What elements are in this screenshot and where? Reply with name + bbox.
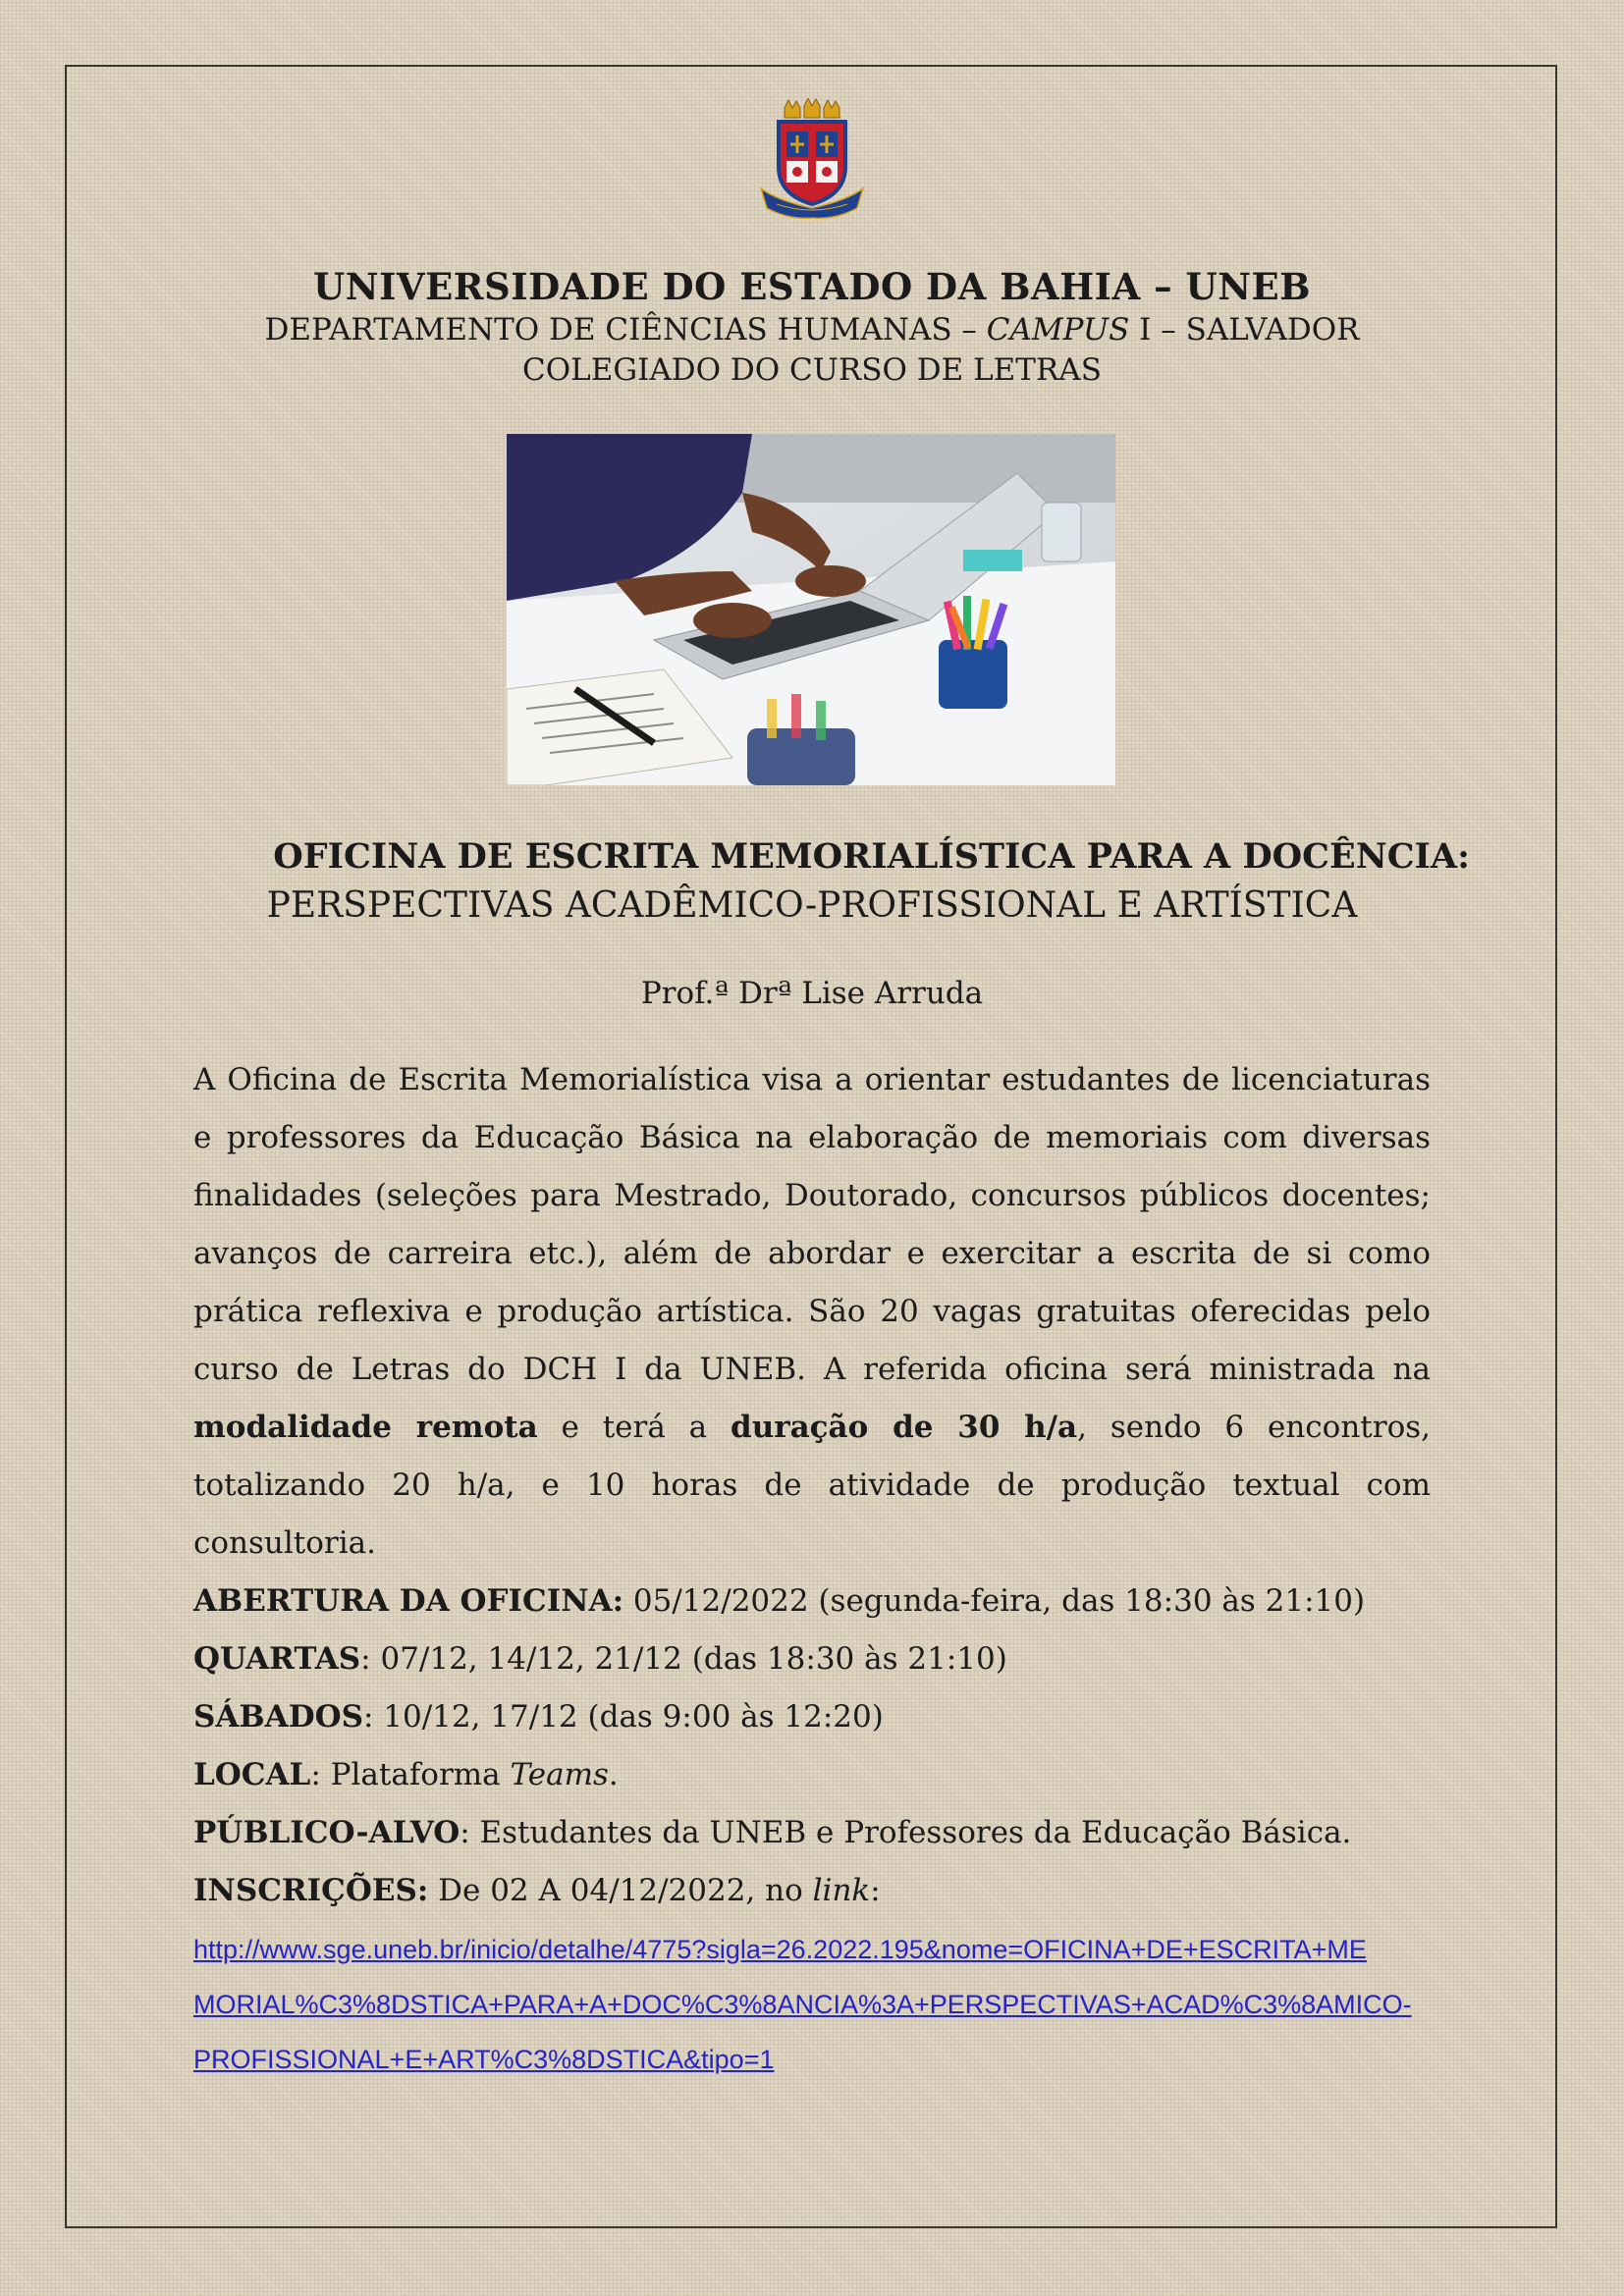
workshop-subtitle: PERSPECTIVAS ACADÊMICO-PROFISSIONAL E ARTÍSTICA [266,885,1358,926]
registration-link-line-1[interactable]: http://www.sge.uneb.br/inicio/detalhe/4775?sigla=26.2022.195&nome=OFICINA+DE+ESCRITA+ME [193,1935,1367,1964]
info-list [193,1573,1431,1920]
registration-link-line-3[interactable]: PROFISSIONAL+E+ART%C3%8DSTICA&tipo=1 [193,2045,775,2074]
info-abertura: ABERTURA DA OFICINA: 05/12/2022 (segunda-feira, das 18:30 às 21:10) [193,1583,1366,1619]
registration-link-line-2[interactable]: MORIAL%C3%8DSTICA+PARA+A+DOC%C3%8ANCIA%3A+PERSPECTIVAS+ACAD%C3%8AMICO- [193,1990,1412,2019]
info-sabados: SÁBADOS: 10/12, 17/12 (das 9:00 às 12:20) [193,1699,884,1735]
workshop-title: OFICINA DE ESCRITA MEMORIALÍSTICA PARA A DOCÊNCIA: [273,836,1470,877]
university-name: UNIVERSIDADE DO ESTADO DA BAHIA – UNEB [312,265,1312,308]
department-line: DEPARTAMENTO DE CIÊNCIAS HUMANAS – CAMPUS I – SALVADOR [264,312,1360,347]
registration-link[interactable] [193,1922,1431,2087]
info-quartas: QUARTAS: 07/12, 14/12, 21/12 (das 18:30 às 21:10) [193,1641,1007,1677]
laptop-typing-photo [507,434,1115,785]
collegiate-line: COLEGIADO DO CURSO DE LETRAS [522,352,1102,388]
info-publico-alvo: PÚBLICO-ALVO: Estudantes da UNEB e Professores da Educação Básica. [193,1815,1352,1850]
info-local: LOCAL: Plataforma Teams. [193,1757,619,1792]
content-body [193,1051,1431,2087]
professor-name: Prof.ª Drª Lise Arruda [640,976,984,1011]
description-paragraph: A Oficina de Escrita Memorialística visa a orientar estudantes de licenciaturas e professores da Educação Básica na elaboração de memoriais com diversas finalidades (seleções para Mestrado, Doutorado, concursos públicos docentes; avanços de carreira etc.), além de abordar e exercitar a escrita de si como prática reflexiva e produção artística. São 20 vagas gratuitas oferecidas pelo curso de Letras do DCH I da UNEB. A referida oficina será ministrada na modalidade remota e terá a duração de 30 h/a, sendo 6 encontros, totalizando 20 h/a, e 10 horas de atividade de produção textual com consultoria. [193,1062,1431,1561]
university-crest-logo [757,98,867,222]
info-inscricoes: INSCRIÇÕES: De 02 A 04/12/2022, no link: [193,1873,881,1908]
